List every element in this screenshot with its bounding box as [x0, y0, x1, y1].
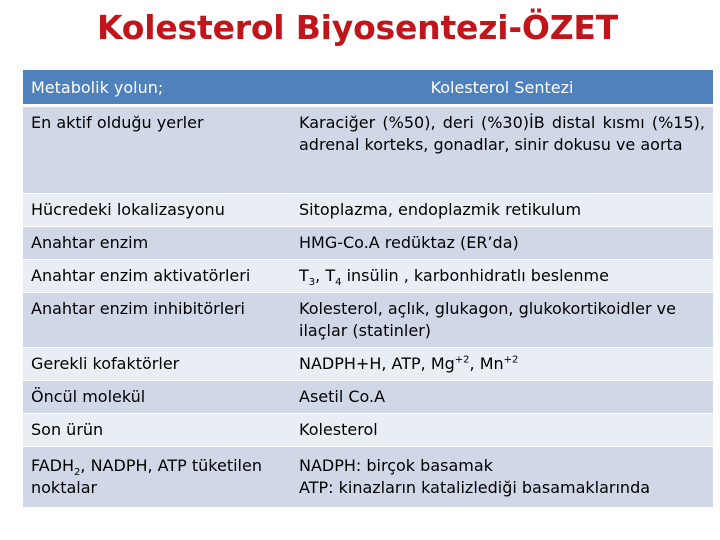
table-row [23, 348, 713, 381]
row-label: Hücredeki lokalizasyonu [23, 194, 291, 227]
label-subscript: 2 [74, 467, 81, 479]
row-label: Son ürün [23, 414, 291, 447]
value-superscript: +2 [454, 354, 470, 366]
value-subscript: 4 [335, 277, 342, 289]
value-line: NADPH: birçok basamak [299, 456, 493, 475]
table-row [23, 447, 713, 508]
page-title: Kolesterol Biyosentezi-ÖZET [97, 8, 619, 47]
value-text: , Mn [469, 354, 504, 373]
row-label: Öncül molekül [23, 381, 291, 414]
row-label: En aktif olduğu yerler [23, 106, 291, 194]
row-value [291, 348, 713, 381]
value-text: T [299, 266, 309, 285]
value-subscript: 3 [308, 277, 316, 289]
summary-table [23, 70, 713, 507]
table-row [23, 414, 713, 447]
value-text: , T [315, 266, 336, 285]
label-text: , NADPH, ATP tüketilen noktalar [31, 456, 262, 497]
row-value: Asetil Co.A [291, 381, 713, 414]
row-value [291, 447, 713, 508]
header-cell-synthesis: Kolesterol Sentezi [291, 70, 713, 106]
row-label: Anahtar enzim [23, 227, 291, 260]
row-label: Gerekli kofaktörler [23, 348, 291, 381]
value-superscript: +2 [503, 354, 519, 366]
row-label: Anahtar enzim aktivatörleri [23, 260, 291, 293]
table-row [23, 293, 713, 348]
value-text: insülin , karbonhidratlı beslenme [341, 266, 609, 285]
row-label [23, 447, 291, 508]
row-value: Sitoplazma, endoplazmik retikulum [291, 194, 713, 227]
row-value: Kolesterol, açlık, glukagon, glukokortikoidler ve ilaçlar (statinler) [291, 293, 713, 348]
row-value: HMG-Co.A redüktaz (ER’da) [291, 227, 713, 260]
table-row [23, 106, 713, 194]
table-row [23, 381, 713, 414]
table-header-row [23, 70, 713, 106]
row-value: Kolesterol [291, 414, 713, 447]
table-row [23, 227, 713, 260]
value-line: ATP: kinazların katalizlediği basamaklarında [299, 478, 651, 497]
table-row [23, 260, 713, 293]
header-cell-pathway: Metabolik yolun; [23, 70, 291, 106]
table-row [23, 194, 713, 227]
row-value [291, 260, 713, 293]
value-text: NADPH+H, ATP, Mg [299, 354, 455, 373]
label-text: FADH [31, 456, 75, 475]
row-label: Anahtar enzim inhibitörleri [23, 293, 291, 348]
row-value: Karaciğer (%50), deri (%30)İB distal kısmı (%15), adrenal korteks, gonadlar, sinir dokusu ve aorta [291, 106, 713, 194]
